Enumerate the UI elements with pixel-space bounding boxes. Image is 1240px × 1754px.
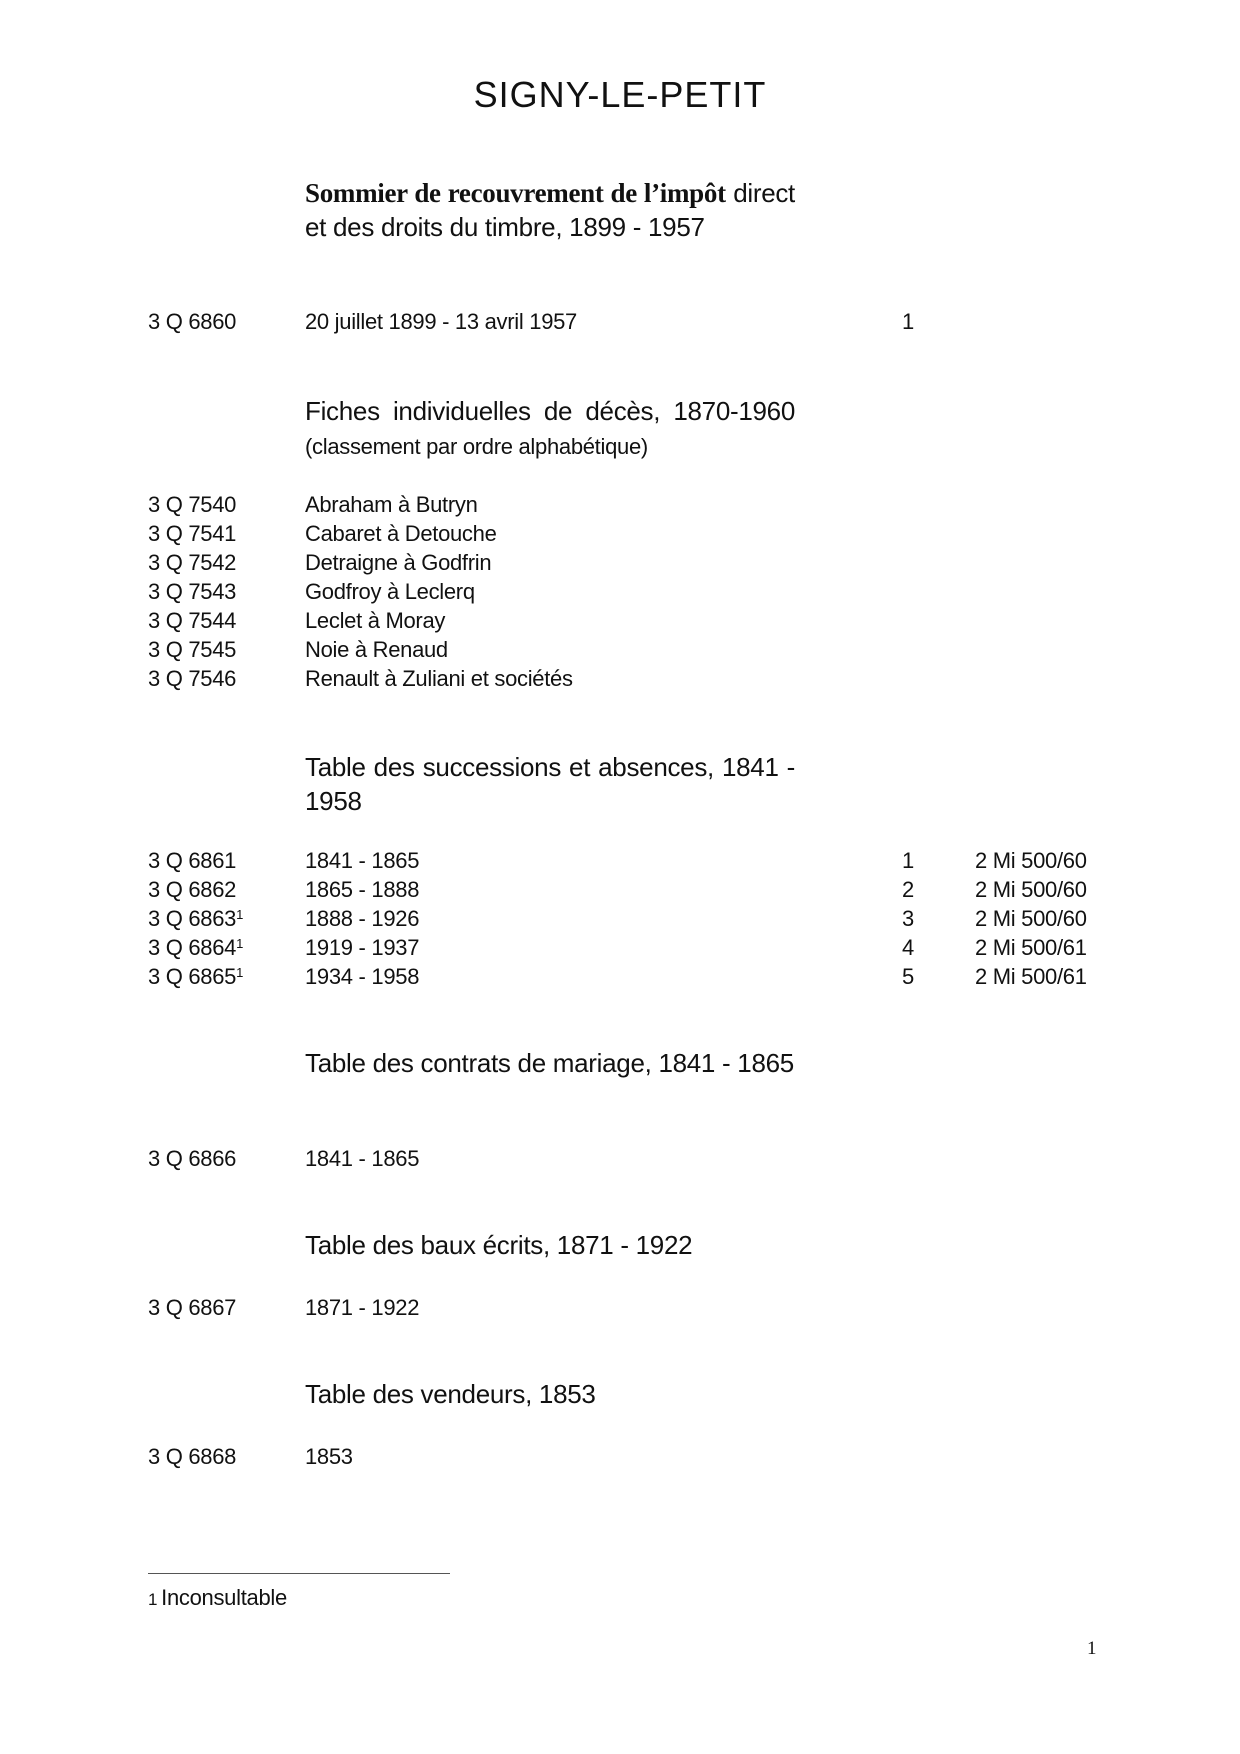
section-heading-sommier (305, 176, 795, 244)
item-number: 2 (902, 877, 914, 902)
footnote-separator (148, 1573, 450, 1574)
cote: 3 Q 7540 (148, 492, 237, 517)
cote: 3 Q 7544 (148, 608, 237, 633)
footnote (148, 1585, 287, 1611)
description: 1919 - 1937 (305, 935, 420, 960)
cote: 3 Q 7541 (148, 521, 237, 546)
cote-with-note (148, 962, 243, 991)
table-row (0, 962, 1240, 991)
microfilm-ref: 2 Mi 500/61 (975, 935, 1087, 960)
section-heading-note: (classement par ordre alphabétique) (305, 434, 648, 459)
item-number: 5 (902, 964, 914, 989)
table-row (0, 307, 1240, 336)
section-heading-contrats-mariage (305, 1046, 795, 1080)
cote: 3 Q 7542 (148, 550, 237, 575)
description: Leclet à Moray (305, 608, 446, 633)
microfilm-ref: 2 Mi 500/61 (975, 964, 1087, 989)
section-heading-text: Table des successions et absences, 1841 - 1958 (305, 752, 795, 816)
item-number: 3 (902, 906, 914, 931)
description: Abraham à Butryn (305, 492, 478, 517)
cote: 3 Q 7545 (148, 637, 237, 662)
cote: 3 Q 6860 (148, 309, 237, 334)
section-heading-successions (305, 750, 795, 818)
cote: 3 Q 6865 (148, 964, 237, 989)
description: 1853 (305, 1444, 353, 1469)
page-number: 1 (1087, 1638, 1097, 1659)
item-number: 1 (902, 848, 914, 873)
cote: 3 Q 6864 (148, 935, 237, 960)
table-row (0, 846, 1240, 875)
footnote-ref[interactable]: 1 (236, 965, 244, 980)
footnote-ref[interactable]: 1 (236, 907, 244, 922)
cote: 3 Q 6861 (148, 848, 237, 873)
microfilm-ref: 2 Mi 500/60 (975, 906, 1087, 931)
description: Detraigne à Godfrin (305, 550, 492, 575)
cote: 3 Q 6863 (148, 906, 237, 931)
section-heading-rest: direct et des droits du timbre, 1899 - 1957 (305, 178, 795, 242)
table-row (0, 1442, 1240, 1471)
section-heading-text: Table des baux écrits, 1871 - 1922 (305, 1230, 693, 1260)
description: Cabaret à Detouche (305, 521, 497, 546)
cote-with-note (148, 933, 243, 962)
description: 1841 - 1865 (305, 1146, 420, 1171)
section-heading-vendeurs (305, 1377, 795, 1411)
page-title: SIGNY-LE-PETIT (473, 74, 767, 115)
cote: 3 Q 7543 (148, 579, 237, 604)
table-row (0, 577, 1240, 606)
cote: 3 Q 6862 (148, 877, 237, 902)
section-heading-text: Table des contrats de mariage, 1841 - 1865 (305, 1048, 794, 1078)
description: Renault à Zuliani et sociétés (305, 666, 573, 691)
description: 1888 - 1926 (305, 906, 420, 931)
item-number: 4 (902, 935, 914, 960)
table-row (0, 933, 1240, 962)
microfilm-ref: 2 Mi 500/60 (975, 877, 1087, 902)
section-heading-bold: Sommier de recouvrement de l’impôt (305, 178, 726, 208)
microfilm-ref: 2 Mi 500/60 (975, 848, 1087, 873)
table-row (0, 875, 1240, 904)
footnote-text: Inconsultable (161, 1585, 287, 1610)
description: 1865 - 1888 (305, 877, 420, 902)
table-row (0, 548, 1240, 577)
section-heading-text: Fiches individuelles de décès, 1870-1960 (305, 396, 795, 426)
table-row (0, 519, 1240, 548)
footnote-number: 1 (148, 1590, 158, 1609)
description: Noie à Renaud (305, 637, 448, 662)
table-row (0, 1293, 1240, 1322)
cote: 3 Q 7546 (148, 666, 237, 691)
description: Godfroy à Leclerq (305, 579, 475, 604)
table-row (0, 1144, 1240, 1173)
table-row (0, 606, 1240, 635)
cote: 3 Q 6868 (148, 1444, 237, 1469)
table-row (0, 904, 1240, 933)
cote: 3 Q 6866 (148, 1146, 237, 1171)
table-row (0, 635, 1240, 664)
cote-with-note (148, 904, 243, 933)
cote: 3 Q 6867 (148, 1295, 237, 1320)
section-heading-baux-ecrits (305, 1228, 795, 1262)
footnote-ref[interactable]: 1 (236, 936, 244, 951)
description: 1934 - 1958 (305, 964, 420, 989)
description: 1841 - 1865 (305, 848, 420, 873)
description: 1871 - 1922 (305, 1295, 420, 1320)
section-heading-fiches-deces (305, 394, 795, 464)
table-row (0, 664, 1240, 693)
description: 20 juillet 1899 - 13 avril 1957 (305, 309, 577, 334)
table-row (0, 490, 1240, 519)
section-heading-text: Table des vendeurs, 1853 (305, 1379, 596, 1409)
item-number: 1 (902, 309, 914, 334)
